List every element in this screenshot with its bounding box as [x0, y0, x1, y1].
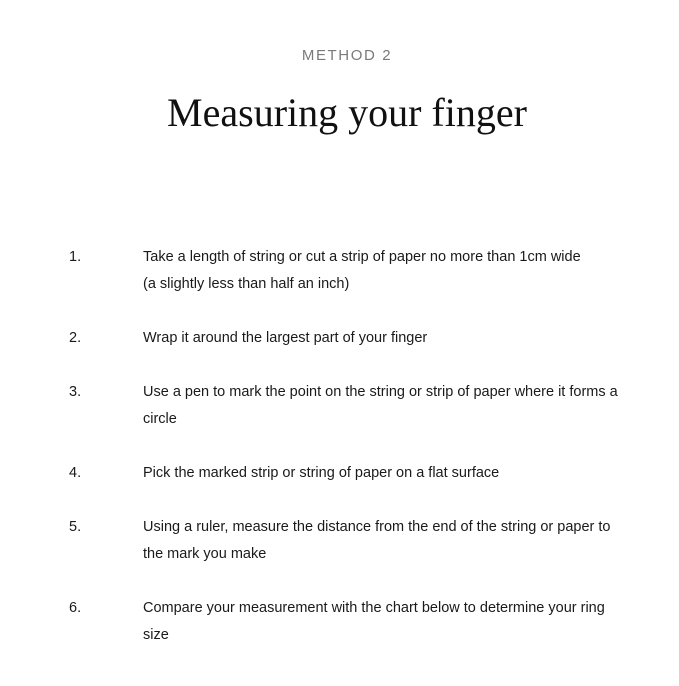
step-text: Take a length of string or cut a strip of paper no more than 1cm wide (a slightly less than half an inch)	[143, 249, 581, 292]
method-label: METHOD 2	[301, 47, 393, 64]
step-text: Pick the marked strip or string of paper on a flat surface	[143, 465, 500, 481]
step-number: 3.	[69, 384, 82, 400]
step-number: 2.	[69, 330, 82, 346]
step-text: Compare your measurement with the chart below to determine your ring size	[143, 600, 605, 643]
step-number: 5.	[69, 519, 82, 535]
step-text: Use a pen to mark the point on the string or strip of paper where it forms a circle	[143, 384, 618, 427]
step-text: Wrap it around the largest part of your finger	[143, 330, 428, 346]
page-title: Measuring your finger	[167, 90, 527, 135]
step-text: Using a ruler, measure the distance from the end of the string or paper to the mark you make	[143, 519, 611, 562]
step-number: 1.	[69, 249, 82, 265]
step-item	[0, 244, 679, 298]
step-item	[0, 325, 679, 352]
steps-list	[0, 244, 679, 676]
step-item	[0, 460, 679, 487]
step-number: 4.	[69, 465, 82, 481]
step-item	[0, 379, 679, 433]
step-item	[0, 514, 679, 568]
step-number: 6.	[69, 600, 82, 616]
step-item	[0, 595, 679, 649]
